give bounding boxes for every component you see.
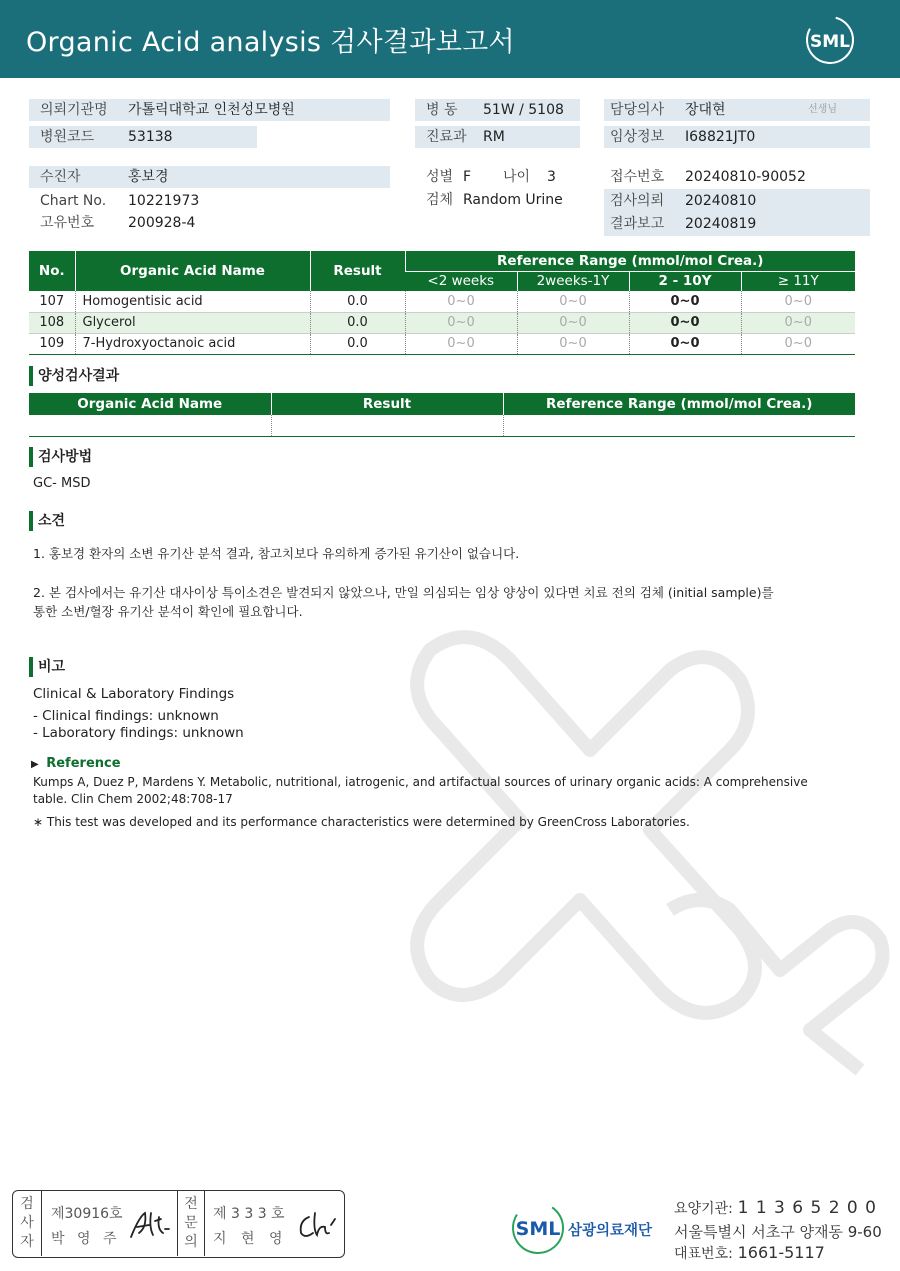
- positive-name-cell: [29, 415, 271, 436]
- positive-ref-header: Reference Range (mmol/mol Crea.): [503, 393, 855, 415]
- chart-row: [29, 190, 390, 212]
- sml-logo-icon: [804, 14, 856, 66]
- ward-label: 병 동: [426, 102, 458, 118]
- col-no-header: No.: [29, 251, 75, 291]
- reference-title: Reference: [46, 756, 121, 771]
- signature-box: [12, 1190, 345, 1258]
- row-range-4: 0~0: [741, 312, 855, 333]
- institution-value: 가톨릭대학교 인천성모병원: [128, 102, 295, 118]
- specialist-label-char: 의: [184, 1234, 198, 1250]
- col-range-1-header: <2 weeks: [405, 271, 517, 291]
- row-no: 108: [29, 312, 75, 333]
- remarks-heading: Clinical & Laboratory Findings: [33, 686, 235, 702]
- footer-phone-row: [674, 1243, 825, 1263]
- row-range-1: 0~0: [405, 312, 517, 333]
- footer-code-row: [674, 1198, 877, 1218]
- uid-row: [29, 212, 390, 234]
- row-range-1: 0~0: [405, 291, 517, 312]
- receipt-label: 접수번호: [610, 169, 665, 185]
- ward-row: [415, 99, 580, 121]
- sex-value: F: [463, 169, 472, 185]
- lab-note: ∗ This test was developed and its performance characteristics were determined by GreenCross Laboratories.: [33, 815, 690, 829]
- col-range-3-header: 2 - 10Y: [629, 271, 741, 291]
- footer-phone-label: 대표번호:: [674, 1246, 733, 1262]
- doctor-label: 담당의사: [610, 102, 665, 118]
- method-section-title: 검사방법: [29, 447, 92, 467]
- examiner-no: 제30916호: [51, 1206, 123, 1222]
- clinical-value: I68821JT0: [685, 129, 756, 145]
- sex-label: 성별: [426, 169, 454, 185]
- examiner-signature-icon: [127, 1207, 175, 1243]
- row-acid-name: Glycerol: [75, 312, 310, 333]
- col-ref-header: Reference Range (mmol/mol Crea.): [405, 251, 855, 271]
- specialist-label-char: 전: [184, 1196, 198, 1212]
- row-no: 109: [29, 333, 75, 354]
- row-acid-name: Homogentisic acid: [75, 291, 310, 312]
- request-row: [604, 190, 870, 212]
- row-range-2: 0~0: [517, 291, 629, 312]
- name-label: 수진자: [40, 169, 81, 185]
- opinion-line-2a: 2. 본 검사에서는 유기산 대사이상 특이소견은 발견되지 않았으나, 만일 의심되는 임상 양상이 있다면 치료 전의 검체 (initial sample)를: [33, 585, 774, 600]
- signature-divider: [177, 1191, 178, 1256]
- footer-logo: [510, 1200, 680, 1256]
- examiner-label: [16, 1195, 38, 1252]
- table-row: [29, 333, 855, 354]
- row-acid-name: 7-Hydroxyoctanoic acid: [75, 333, 310, 354]
- triangle-right-icon: ▶: [31, 759, 39, 770]
- name-row: [29, 166, 390, 188]
- doctor-suffix: 선생님: [808, 104, 837, 115]
- request-label: 검사의뢰: [610, 193, 665, 209]
- examiner-label-char: 자: [20, 1234, 34, 1250]
- reference-line-1: Kumps A, Duez P, Mardens Y. Metabolic, nutritional, iatrogenic, and artifactual sources of urinary organic acids: A comprehensive: [33, 775, 808, 789]
- reference-title-row: [31, 756, 121, 771]
- table-row: [29, 312, 855, 333]
- hospital-code-row: [29, 126, 257, 148]
- chart-label: Chart No.: [40, 193, 107, 209]
- hospital-code-value: 53138: [128, 129, 173, 145]
- positive-table: [29, 393, 855, 437]
- examiner-name: 박 영 주: [51, 1231, 121, 1247]
- col-range-2-header: 2weeks-1Y: [517, 271, 629, 291]
- footer-code: 1 1 3 6 5 2 0 0: [737, 1198, 877, 1218]
- col-result-header: Result: [310, 251, 405, 291]
- remarks-lab: - Laboratory findings: unknown: [33, 725, 244, 741]
- specimen-row: [415, 189, 595, 211]
- report-value: 20240819: [685, 216, 757, 232]
- row-range-2: 0~0: [517, 312, 629, 333]
- examiner-label-char: 사: [20, 1215, 34, 1231]
- footer-logo-text: SML: [515, 1218, 561, 1240]
- row-range-4: 0~0: [741, 291, 855, 312]
- remarks-section-title: 비고: [29, 657, 65, 677]
- table-row: [29, 415, 855, 436]
- chart-value: 10221973: [128, 193, 200, 209]
- doctor-value: 장대현: [685, 102, 726, 118]
- reference-line-2: table. Clin Chem 2002;48:708-17: [33, 792, 233, 806]
- results-table: [29, 251, 855, 355]
- row-range-4: 0~0: [741, 333, 855, 354]
- row-range-3: 0~0: [629, 312, 741, 333]
- table-row: [29, 291, 855, 312]
- footer-org-name: 삼광의료재단: [568, 1223, 653, 1239]
- specimen-value: Random Urine: [463, 192, 563, 208]
- uid-label: 고유번호: [40, 215, 95, 231]
- signature-divider: [204, 1191, 205, 1256]
- name-value: 홍보경: [128, 169, 169, 185]
- row-range-3: 0~0: [629, 333, 741, 354]
- report-title: Organic Acid analysis 검사결과보고서: [26, 27, 515, 58]
- clinical-label: 임상정보: [610, 129, 665, 145]
- age-value: 3: [547, 169, 556, 185]
- row-range-3: 0~0: [629, 291, 741, 312]
- positive-result-cell: [271, 415, 503, 436]
- clinical-row: [604, 126, 870, 148]
- row-result: 0.0: [310, 291, 405, 312]
- method-value: GC- MSD: [33, 476, 91, 491]
- dept-row: [415, 126, 580, 148]
- row-result: 0.0: [310, 333, 405, 354]
- col-range-4-header: ≥ 11Y: [741, 271, 855, 291]
- receipt-value: 20240810-90052: [685, 169, 806, 185]
- examiner-label-char: 검: [20, 1196, 34, 1212]
- age-label: 나이: [503, 169, 531, 185]
- dept-value: RM: [483, 129, 505, 145]
- opinion-line-2b: 통한 소변/혈장 유기산 분석이 확인에 필요합니다.: [33, 604, 303, 619]
- uid-value: 200928-4: [128, 215, 196, 231]
- specialist-signature-icon: [295, 1207, 339, 1243]
- footer-address: 서울특별시 서초구 양재동 9-60: [674, 1223, 882, 1241]
- request-value: 20240810: [685, 193, 757, 209]
- specialist-name: 지 현 영: [213, 1231, 288, 1247]
- dept-label: 진료과: [426, 129, 467, 145]
- report-label: 결과보고: [610, 216, 665, 232]
- remarks-clinical: - Clinical findings: unknown: [33, 708, 219, 724]
- institution-row: [29, 99, 390, 121]
- sex-age-row: [415, 166, 595, 188]
- col-name-header: Organic Acid Name: [75, 251, 310, 291]
- positive-result-header: Result: [271, 393, 503, 415]
- header-logo-text: SML: [810, 32, 850, 52]
- row-result: 0.0: [310, 312, 405, 333]
- specialist-label-char: 문: [184, 1215, 198, 1231]
- institution-label: 의뢰기관명: [40, 102, 108, 118]
- row-no: 107: [29, 291, 75, 312]
- row-range-2: 0~0: [517, 333, 629, 354]
- footer-code-label: 요양기관:: [674, 1201, 733, 1217]
- specialist-label: [180, 1195, 202, 1252]
- specialist-no: 제 3 3 3 호: [213, 1206, 285, 1222]
- hospital-code-label: 병원코드: [40, 129, 95, 145]
- doctor-row: [604, 99, 870, 121]
- receipt-row: [604, 166, 870, 188]
- report-header: [0, 0, 900, 78]
- positive-ref-cell: [503, 415, 855, 436]
- report-row: [604, 213, 870, 235]
- positive-name-header: Organic Acid Name: [29, 393, 271, 415]
- footer-phone: 1661-5117: [737, 1243, 825, 1262]
- footer-sml-logo-icon: [510, 1200, 566, 1256]
- positive-section-title: 양성검사결과: [29, 366, 119, 386]
- specimen-label: 검체: [426, 192, 454, 208]
- signature-divider: [41, 1191, 42, 1256]
- opinion-line-1: 1. 홍보경 환자의 소변 유기산 분석 결과, 참고치보다 유의하게 증가된 유기산이 없습니다.: [33, 546, 520, 561]
- opinion-section-title: 소견: [29, 511, 65, 531]
- row-range-1: 0~0: [405, 333, 517, 354]
- ward-value: 51W / 5108: [483, 102, 564, 118]
